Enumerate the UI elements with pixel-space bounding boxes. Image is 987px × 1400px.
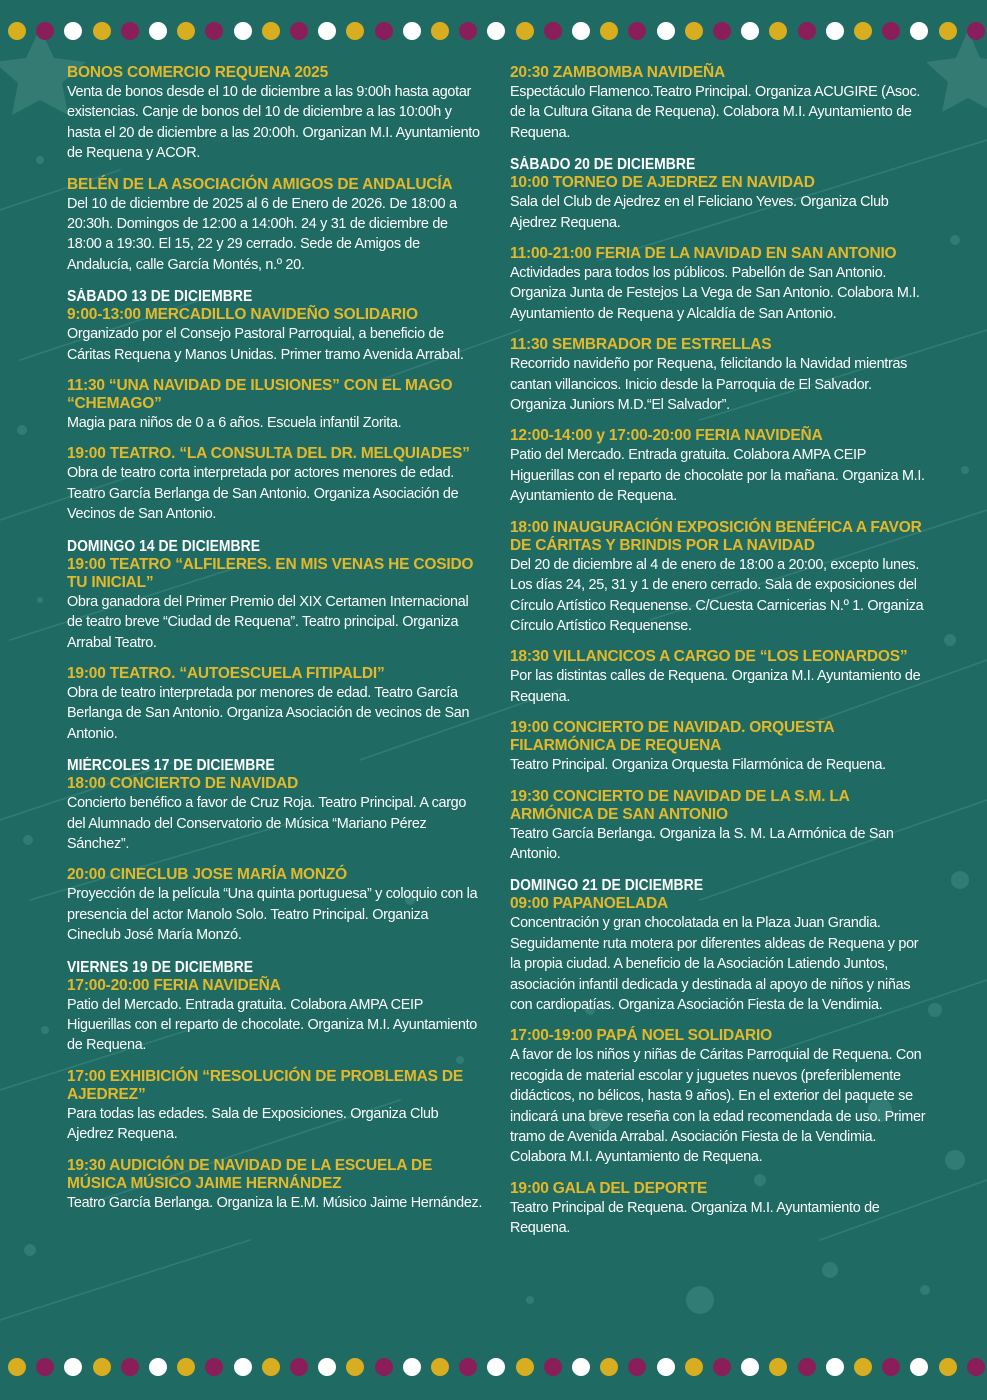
border-dot — [544, 22, 562, 40]
border-dot — [403, 22, 421, 40]
border-dot — [600, 1358, 618, 1376]
event-description: Obra de teatro interpretada por menores de edad. Teatro García Berlanga de San Antonio. Organiza Asociación de vecinos de San Antonio. — [67, 684, 470, 742]
events-continued — [510, 64, 930, 143]
event-torneo-ajedrez — [510, 174, 930, 233]
border-dot — [516, 22, 534, 40]
event-mercadillo — [67, 306, 485, 365]
event-title: 20:00 CINECLUB JOSE MARÍA MONZÓ — [67, 866, 348, 884]
right-column — [510, 64, 930, 1251]
border-dot — [826, 22, 844, 40]
border-dot — [939, 22, 957, 40]
event-description: Obra ganadora del Primer Premio del XIX Certamen Internacional de teatro breve “Ciudad de Requena”. Teatro principal. Organiza Arrabal Teatro. — [67, 593, 469, 651]
border-dot — [516, 1358, 534, 1376]
star-right-decoration — [926, 30, 987, 112]
event-title: 19:00 CONCIERTO DE NAVIDAD. ORQUESTA FILARMÓNICA DE REQUENA — [510, 719, 834, 755]
border-dot — [205, 22, 223, 40]
event-description: Teatro García Berlanga. Organiza la E.M. Músico Jaime Hernández. — [67, 1194, 483, 1211]
event-title: 19:00 GALA DEL DEPORTE — [510, 1179, 708, 1197]
event-description: Del 10 de diciembre de 2025 al 6 de Enero de 2026. De 18:00 a 20:30h. Domingos de 12:00 a 14:00h. 24 y 31 de diciembre de 18:00 a 19:30. El 15, 22 y 29 cerrado. Sede de Amigos de Andalucía, calle García Montés, n.º 20. — [67, 195, 457, 273]
border-dot — [572, 1358, 590, 1376]
border-dot — [403, 1358, 421, 1376]
event-concierto-filarmonica — [510, 719, 930, 775]
day-heading: DOMINGO 14 DE DICIEMBRE — [67, 537, 261, 555]
event-sembrador-estrellas — [510, 336, 930, 415]
border-dot — [798, 1358, 816, 1376]
border-dot — [741, 22, 759, 40]
border-dot — [459, 1358, 477, 1376]
border-dot — [93, 22, 111, 40]
border-dot — [431, 22, 449, 40]
border-dot — [36, 1358, 54, 1376]
event-title: 9:00-13:00 MERCADILLO NAVIDEÑO SOLIDARIO — [67, 306, 418, 324]
border-dot — [36, 22, 54, 40]
day-heading: MIÉRCOLES 17 DE DICIEMBRE — [67, 757, 275, 775]
event-feria-san-antonio — [510, 245, 930, 324]
event-title: 19:00 TEATRO. “LA CONSULTA DEL DR. MELQUIADES” — [67, 445, 470, 463]
event-description: Teatro García Berlanga. Organiza la S. M. La Armónica de San Antonio. — [510, 825, 894, 862]
day-heading: VIERNES 19 DE DICIEMBRE — [67, 958, 254, 976]
event-villancicos-leonardos — [510, 648, 930, 707]
border-dot — [487, 1358, 505, 1376]
border-dot — [939, 1358, 957, 1376]
event-papa-noel-solidario — [510, 1027, 930, 1167]
event-title: 11:30 SEMBRADOR DE ESTRELLAS — [510, 336, 772, 354]
event-teatro-alfileres — [67, 556, 485, 653]
event-cineclub — [67, 866, 485, 945]
event-concierto-navidad — [67, 775, 485, 854]
event-description: Concentración y gran chocolatada en la Plaza Juan Grandia. Seguidamente ruta motera por diferentes aldeas de Requena y por la propia ciudad. A beneficio de la Asociación Latiendo Juntos, asociación infantil dedicada y destinada al apoyo de niños y niñas con cardiopatías. Organiza Asociación Fiesta de la Vendimia. — [510, 915, 919, 1013]
event-description: Obra de teatro corta interpretada por actores menores de edad. Teatro García Berlanga de San Antonio. Organiza Asociación de Vecinos de San Antonio. — [67, 465, 459, 523]
event-title: 17:00-20:00 FERIA NAVIDEÑA — [67, 976, 281, 994]
event-title: 11:00-21:00 FERIA DE LA NAVIDAD EN SAN ANTONIO — [510, 245, 897, 263]
event-description: Por las distintas calles de Requena. Organiza M.I. Ayuntamiento de Requena. — [510, 668, 921, 705]
event-description: Teatro Principal. Organiza Orquesta Filarmónica de Requena. — [510, 757, 886, 774]
event-description: Actividades para todos los públicos. Pabellón de San Antonio. Organiza Junta de Festejos La Vega de San Antonio. Colabora M.I. Ayuntamiento de Requena y Alcaldía de San Antonio. — [510, 265, 920, 322]
border-dot — [375, 22, 393, 40]
border-dot — [741, 1358, 759, 1376]
event-title: 18:00 INAUGURACIÓN EXPOSICIÓN BENÉFICA A FAVOR DE CÁRITAS Y BRINDIS POR LA NAVIDAD — [510, 518, 922, 554]
border-dot — [967, 1358, 985, 1376]
border-dot — [769, 1358, 787, 1376]
event-papanoelada — [510, 895, 930, 1015]
event-description: Proyección de la película “Una quinta portuguesa” y coloquio con la presencia del actor Manolo Solo. Teatro Principal. Organiza Cineclub José María Monzó. — [67, 886, 478, 944]
event-description: Concierto benéfico a favor de Cruz Roja. Teatro Principal. A cargo del Alumnado del Conservatorio de Música “Mariano Pérez Sánchez”. — [67, 795, 467, 852]
left-column — [67, 64, 485, 1225]
border-dot — [882, 22, 900, 40]
border-dot — [262, 22, 280, 40]
border-dot — [205, 1358, 223, 1376]
event-exhibicion-ajedrez — [67, 1068, 485, 1145]
border-dot — [346, 22, 364, 40]
border-dot — [572, 22, 590, 40]
border-dot — [375, 1358, 393, 1376]
border-dot — [967, 22, 985, 40]
event-mago-chemago — [67, 377, 485, 433]
event-description: A favor de los niños y niñas de Cáritas Parroquial de Requena. Con recogida de material escolar y juguetes nuevos (preferiblemente didácticos, no bélicos, hasta 9 años). En el exterior del paquete se indicará una breve reseña con la edad recomendada de uso. Primer tramo de Avenida Arrabal. Asociación Fiesta de la Vendimia. Colabora M.I. Ayuntamiento de Requena. — [510, 1047, 926, 1166]
border-dot — [177, 22, 195, 40]
event-title: 19:00 TEATRO. “AUTOESCUELA FITIPALDI” — [67, 664, 385, 682]
event-zambomba — [510, 64, 930, 143]
event-title: BONOS COMERCIO REQUENA 2025 — [67, 64, 329, 81]
border-dot — [882, 1358, 900, 1376]
border-dot — [769, 22, 787, 40]
day-block-domingo-14 — [67, 537, 485, 744]
border-dot — [64, 1358, 82, 1376]
event-title: 19:30 AUDICIÓN DE NAVIDAD DE LA ESCUELA DE MÚSICA MÚSICO JAIME HERNÁNDEZ — [67, 1156, 433, 1192]
event-description: Venta de bonos desde el 10 de diciembre a las 9:00h hasta agotar existencias. Canje de bonos del 10 de diciembre a las 10:00h y hasta el 20 de diciembre a las 20:00h. Organizan M.I. Ayuntamiento de Requena y ACOR. — [67, 84, 480, 162]
event-title: BELÉN DE LA ASOCIACIÓN AMIGOS DE ANDALUCÍA — [67, 175, 453, 193]
event-description: Recorrido navideño por Requena, felicitando la Navidad mientras cantan villancicos. Inicio desde la Parroquia de El Salvador. Organiza Juniors M.D.“El Salvador”. — [510, 356, 908, 414]
dot-border-bottom — [0, 1358, 987, 1378]
border-dot — [149, 22, 167, 40]
event-audicion-navidad — [67, 1157, 485, 1213]
border-dot — [826, 1358, 844, 1376]
border-dot — [657, 22, 675, 40]
border-dot — [290, 1358, 308, 1376]
border-dot — [628, 22, 646, 40]
border-dot — [177, 1358, 195, 1376]
event-description: Patio del Mercado. Entrada gratuita. Colabora AMPA CEIP Higuerillas con el reparto de chocolate. Organiza M.I. Ayuntamiento de Requena. — [67, 996, 477, 1054]
event-title: 18:30 VILLANCICOS A CARGO DE “LOS LEONARDOS” — [510, 648, 908, 666]
border-dot — [628, 1358, 646, 1376]
event-title: 11:30 “UNA NAVIDAD DE ILUSIONES” CON EL MAGO “CHEMAGO” — [67, 377, 453, 413]
border-dot — [93, 1358, 111, 1376]
border-dot — [713, 1358, 731, 1376]
event-description: Sala del Club de Ajedrez en el Feliciano Yeves. Organiza Club Ajedrez Requena. — [510, 194, 889, 231]
dot-border-top — [0, 22, 987, 42]
event-title: 19:00 TEATRO “ALFILERES. EN MIS VENAS HE COSIDO TU INICIAL” — [67, 555, 474, 591]
border-dot — [798, 22, 816, 40]
event-teatro-autoescuela — [67, 665, 485, 744]
event-title: 19:30 CONCIERTO DE NAVIDAD DE LA S.M. LA ARMÓNICA DE SAN ANTONIO — [510, 787, 850, 823]
day-heading: SÁBADO 13 DE DICIEMBRE — [67, 288, 253, 306]
border-dot — [713, 22, 731, 40]
border-dot — [657, 1358, 675, 1376]
border-dot — [854, 1358, 872, 1376]
event-title: 10:00 TORNEO DE AJEDREZ EN NAVIDAD — [510, 174, 815, 192]
day-block-sabado-13 — [67, 287, 485, 524]
day-heading: DOMINGO 21 DE DICIEMBRE — [510, 877, 704, 895]
event-title: 18:00 CONCIERTO DE NAVIDAD — [67, 775, 299, 793]
event-description: Organizado por el Consejo Pastoral Parroquial, a beneficio de Cáritas Requena y Manos Unidas. Primer tramo Avenida Arrabal. — [67, 326, 464, 363]
event-title: 09:00 PAPANOELADA — [510, 895, 668, 913]
border-dot — [910, 1358, 928, 1376]
event-description: Espectáculo Flamenco.Teatro Principal. Organiza ACUGIRE (Asoc. de la Cultura Gitana de Requena). Colabora M.I. Ayuntamiento de Requena. — [510, 84, 921, 141]
events-general — [67, 64, 485, 164]
event-feria-navidena-20 — [510, 427, 930, 506]
border-dot — [290, 22, 308, 40]
event-teatro-melquiades — [67, 445, 485, 524]
event-description: Teatro Principal de Requena. Organiza M.I. Ayuntamiento de Requena. — [510, 1199, 880, 1237]
border-dot — [544, 1358, 562, 1376]
border-dot — [459, 22, 477, 40]
border-dot — [346, 1358, 364, 1376]
event-gala-deporte — [510, 1180, 930, 1239]
border-dot — [685, 22, 703, 40]
border-dot — [234, 1358, 252, 1376]
day-heading: SÁBADO 20 DE DICIEMBRE — [510, 156, 696, 174]
event-belen — [67, 176, 485, 276]
day-block-viernes-19 — [67, 958, 485, 1213]
event-exposicion-caritas — [510, 519, 930, 637]
border-dot — [262, 1358, 280, 1376]
border-dot — [431, 1358, 449, 1376]
event-title: 20:30 ZAMBOMBA NAVIDEÑA — [510, 64, 726, 81]
event-bonos-comercio — [67, 64, 485, 164]
event-title: 17:00 EXHIBICIÓN “RESOLUCIÓN DE PROBLEMAS DE AJEDREZ” — [67, 1067, 463, 1103]
day-block-domingo-21 — [510, 876, 930, 1238]
event-description: Del 20 de diciembre al 4 de enero de 18:00 a 20:00, excepto lunes. Los días 24, 25, 31 y 1 de enero cerrado. Sala de exposiciones del Círculo Artístico Requenense. C/Cuesta Carnicerias N.º 1. Organiza Círculo Artístico Requenense. — [510, 556, 924, 634]
border-dot — [318, 22, 336, 40]
event-description: Patio del Mercado. Entrada gratuita. Colabora AMPA CEIP Higuerillas con el reparto de chocolate por la mañana. Organiza M.I. Ayuntamiento de Requena. — [510, 447, 925, 505]
event-feria-navidena — [67, 977, 485, 1056]
border-dot — [8, 22, 26, 40]
border-dot — [121, 22, 139, 40]
day-block-sabado-20 — [510, 155, 930, 864]
border-dot — [234, 22, 252, 40]
event-title: 12:00-14:00 y 17:00-20:00 FERIA NAVIDEÑA — [510, 427, 823, 445]
day-block-miercoles-17 — [67, 756, 485, 945]
border-dot — [64, 22, 82, 40]
border-dot — [121, 1358, 139, 1376]
border-dot — [910, 22, 928, 40]
border-dot — [149, 1358, 167, 1376]
border-dot — [600, 22, 618, 40]
border-dot — [685, 1358, 703, 1376]
border-dot — [487, 22, 505, 40]
border-dot — [854, 22, 872, 40]
event-description: Para todas las edades. Sala de Exposiciones. Organiza Club Ajedrez Requena. — [67, 1105, 439, 1143]
event-title: 17:00-19:00 PAPÁ NOEL SOLIDARIO — [510, 1027, 772, 1045]
border-dot — [8, 1358, 26, 1376]
event-concierto-armonica — [510, 788, 930, 865]
events-general-2 — [67, 176, 485, 276]
event-description: Magia para niños de 0 a 6 años. Escuela infantil Zorita. — [67, 415, 402, 432]
border-dot — [318, 1358, 336, 1376]
